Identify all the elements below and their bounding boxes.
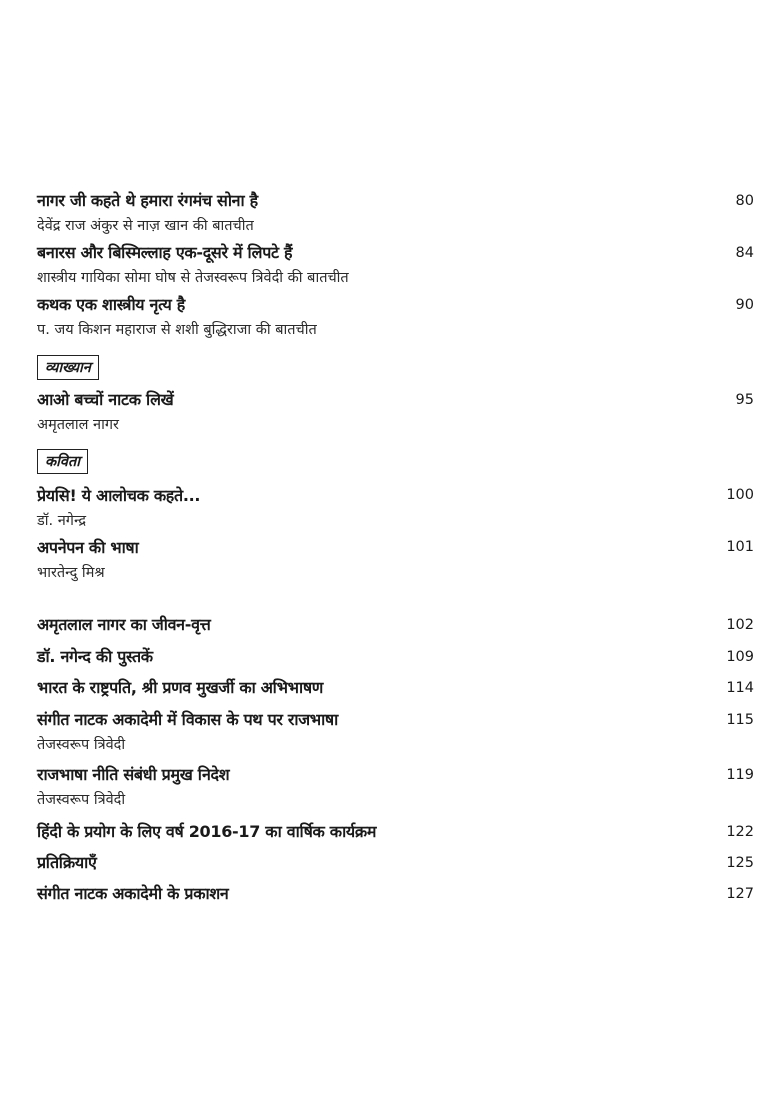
toc-page-number: 122 xyxy=(726,824,754,840)
toc-entry-subtitle: भारतेन्दु मिश्र xyxy=(37,565,105,581)
toc-entry-title: संगीत नाटक अकादेमी में विकास के पथ पर राजभाषा xyxy=(37,710,339,729)
toc-entry-subtitle: अमृतलाल नागर xyxy=(37,417,119,433)
toc-page-number: 115 xyxy=(726,712,754,728)
toc-entry-title: आओ बच्चों नाटक लिखें xyxy=(37,390,174,409)
toc-page-number: 127 xyxy=(726,886,754,902)
section-label-vyakhyan: व्याख्यान xyxy=(37,355,99,380)
toc-entry-title: संगीत नाटक अकादेमी के प्रकाशन xyxy=(37,884,229,903)
toc-entry-title: बनारस और बिस्मिल्लाह एक-दूसरे में लिपटे हैं xyxy=(37,243,293,262)
toc-entry-subtitle: प. जय किशन महाराज से शशी बुद्धिराजा की बातचीत xyxy=(37,322,317,338)
toc-entry-subtitle: शास्त्रीय गायिका सोमा घोष से तेजस्वरूप त्रिवेदी की बातचीत xyxy=(37,270,349,286)
toc-entry-title: अपनेपन की भाषा xyxy=(37,538,139,557)
toc-page-number: 100 xyxy=(726,487,754,503)
toc-entry-title: कथक एक शास्त्रीय नृत्य है xyxy=(37,295,185,314)
toc-page-number: 90 xyxy=(735,297,754,313)
toc-entry-subtitle: डॉ. नगेन्द्र xyxy=(37,513,87,529)
toc-page-number: 101 xyxy=(726,539,754,555)
toc-page-number: 119 xyxy=(726,767,754,783)
toc-entry-title: भारत के राष्ट्रपति, श्री प्रणव मुखर्जी का अभिभाषण xyxy=(37,678,324,697)
toc-entry-subtitle: देवेंद्र राज अंकुर से नाज़ खान की बातचीत xyxy=(37,218,254,234)
toc-page-number: 114 xyxy=(726,680,754,696)
toc-page-number: 84 xyxy=(735,245,754,261)
toc-page-number: 125 xyxy=(726,855,754,871)
toc-page-number: 102 xyxy=(726,617,754,633)
section-label-kavita: कविता xyxy=(37,449,88,474)
toc-page-number: 109 xyxy=(726,649,754,665)
toc-page-number: 80 xyxy=(735,193,754,209)
toc-entry-title: अमृतलाल नागर का जीवन-वृत्त xyxy=(37,615,211,634)
toc-entry-subtitle: तेजस्वरूप त्रिवेदी xyxy=(37,737,126,753)
toc-entry-title: नागर जी कहते थे हमारा रंगमंच सोना है xyxy=(37,191,258,210)
toc-entry-title: हिंदी के प्रयोग के लिए वर्ष 2016-17 का वार्षिक कार्यक्रम xyxy=(37,822,377,841)
toc-entry-title: प्रतिक्रियाएँ xyxy=(37,853,97,872)
toc-page-number: 95 xyxy=(735,392,754,408)
toc-entry-subtitle: तेजस्वरूप त्रिवेदी xyxy=(37,792,126,808)
toc-entry-title: राजभाषा नीति संबंधी प्रमुख निदेश xyxy=(37,765,230,784)
toc-entry-title: डॉ. नगेन्द की पुस्तकें xyxy=(37,647,153,666)
toc-entry-title: प्रेयसि! ये आलोचक कहते... xyxy=(37,486,201,505)
